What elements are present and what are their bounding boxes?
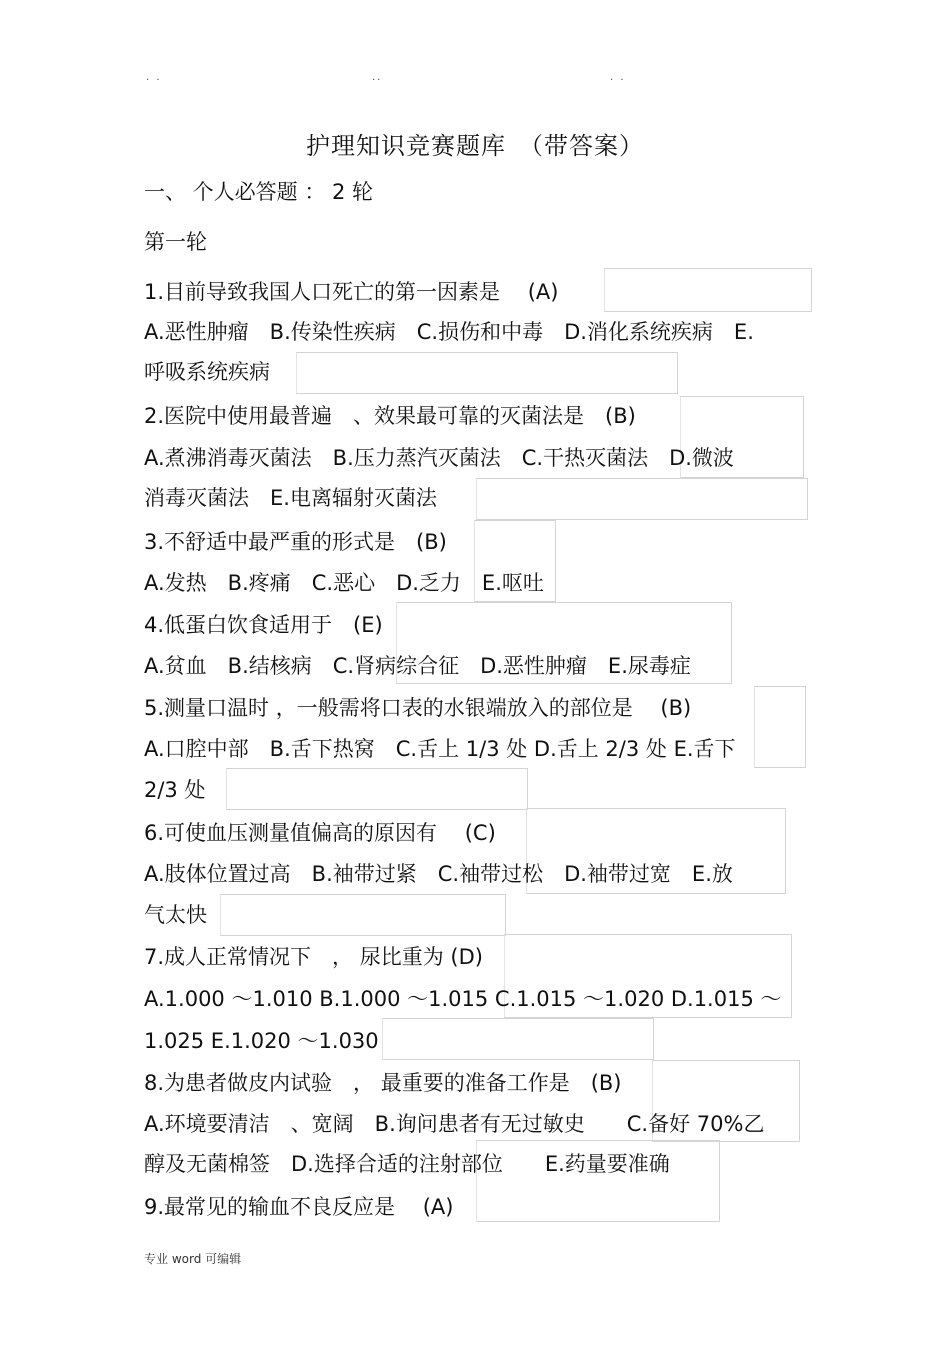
- question-5-options: A.口腔中部 B.舌下热窝 C.舌上 1/3 处 D.舌上 2/3 处 E.舌下: [144, 737, 736, 761]
- question-3-options: A.发热 B.疼痛 C.恶心 D.乏力 E.呕吐: [144, 571, 544, 595]
- header-mark-right: . .: [610, 72, 626, 83]
- question-4-options: A.贫血 B.结核病 C.肾病综合征 D.恶性肿瘤 E.尿毒症: [144, 654, 691, 678]
- question-1-options-cont: 呼吸系统疾病: [144, 360, 270, 384]
- document-title: 护理知识竞赛题库 （带答案）: [306, 132, 644, 160]
- text-box-outline: [476, 478, 808, 520]
- header-mark-center: ..: [372, 72, 383, 83]
- section-heading: 一、 个人必答题 ： 2 轮: [144, 180, 374, 204]
- question-3: 3.不舒适中最严重的形式是 (B): [144, 530, 447, 554]
- text-box-outline: [296, 352, 678, 394]
- question-7: 7.成人正常情况下 ， 尿比重为 (D): [144, 945, 483, 969]
- question-8-options-cont: 醇及无菌棉签 D.选择合适的注射部位 E.药量要准确: [144, 1152, 670, 1176]
- page-footer: 专业 word 可编辑: [144, 1252, 242, 1266]
- question-6: 6.可使血压测量值偏高的原因有 (C): [144, 821, 496, 845]
- text-box-outline: [382, 1018, 654, 1060]
- question-8: 8.为患者做皮内试验 ， 最重要的准备工作是 (B): [144, 1071, 622, 1095]
- question-7-options-cont: 1.025 E.1.020 ～1.030: [144, 1029, 379, 1053]
- question-2-options: A.煮沸消毒灭菌法 B.压力蒸汽灭菌法 C.干热灭菌法 D.微波: [144, 446, 734, 470]
- question-9: 9.最常见的输血不良反应是 (A): [144, 1195, 454, 1219]
- question-4: 4.低蛋白饮食适用于 (E): [144, 613, 383, 637]
- text-box-outline: [754, 686, 806, 768]
- question-1-options: A.恶性肿瘤 B.传染性疾病 C.损伤和中毒 D.消化系统疾病 E.: [144, 320, 754, 344]
- question-5-options-cont: 2/3 处: [144, 778, 206, 802]
- text-box-outline: [220, 894, 506, 936]
- question-6-options-cont: 气太快: [144, 903, 207, 927]
- round-heading: 第一轮: [144, 230, 207, 254]
- question-6-options: A.肢体位置过高 B.袖带过紧 C.袖带过松 D.袖带过宽 E.放: [144, 862, 733, 886]
- text-box-outline: [226, 768, 528, 810]
- header-mark-left: . .: [146, 72, 162, 83]
- question-2: 2.医院中使用最普遍 、效果最可靠的灭菌法是 (B): [144, 404, 636, 428]
- question-2-options-cont: 消毒灭菌法 E.电离辐射灭菌法: [144, 486, 437, 510]
- question-8-options: A.环境要清洁 、宽阔 B.询问患者有无过敏史 C.备好 70%乙: [144, 1112, 765, 1136]
- question-1: 1.目前导致我国人口死亡的第一因素是 (A): [144, 280, 559, 304]
- question-7-options: A.1.000 ～1.010 B.1.000 ～1.015 C.1.015 ～1.020 D.1.015 ～: [144, 987, 782, 1011]
- question-5: 5.测量口温时 ，一般需将口表的水银端放入的部位是 (B): [144, 696, 692, 720]
- text-box-outline: [604, 268, 812, 312]
